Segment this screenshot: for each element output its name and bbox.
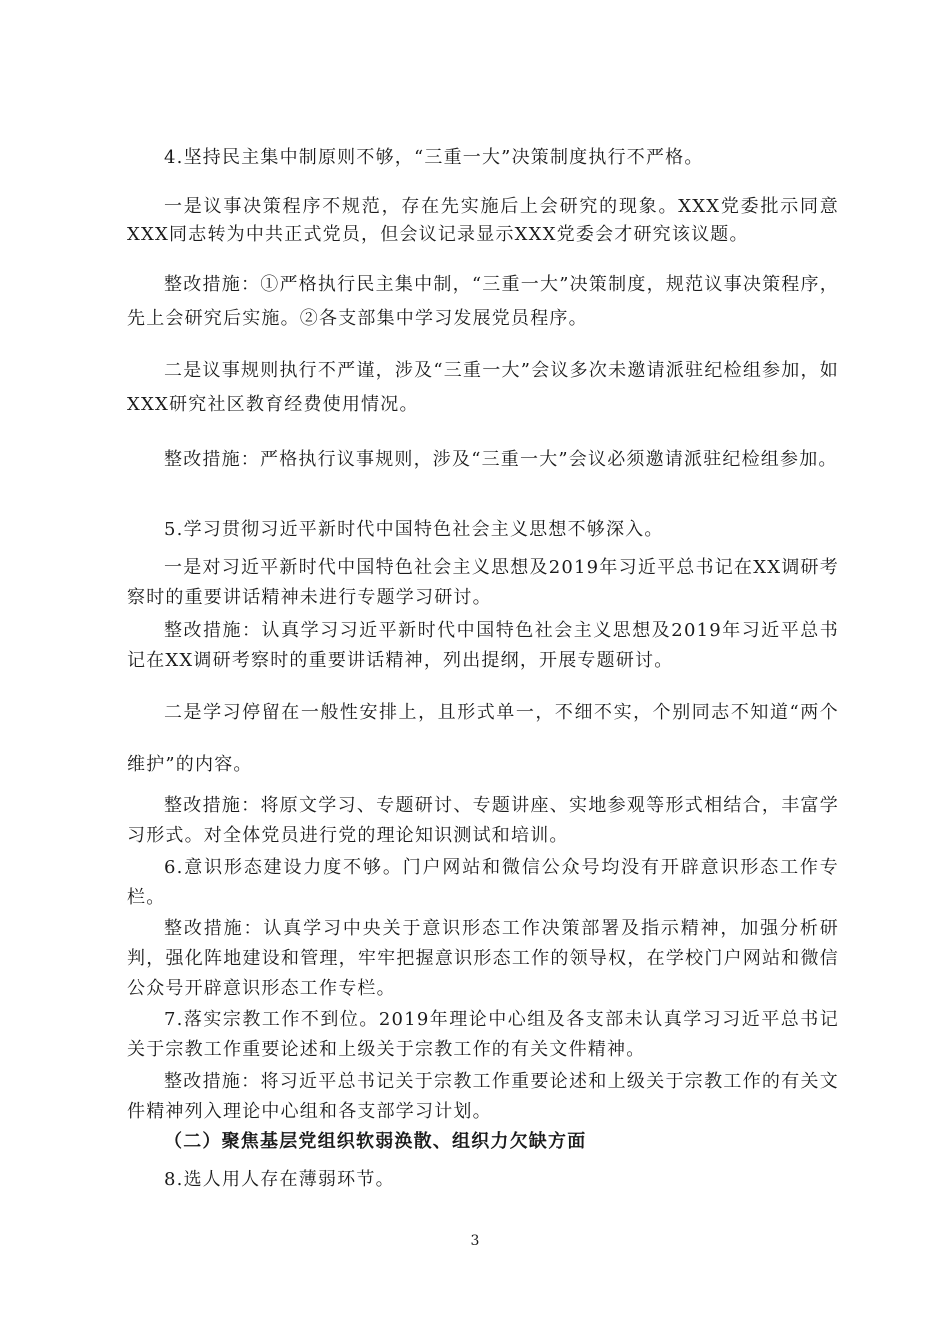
- paragraph-rectification-2: 整改措施：严格执行议事规则，涉及“三重一大”会议必须邀请派驻纪检组参加。: [164, 449, 838, 470]
- paragraph-rectification-1: 整改措施：①严格执行民主集中制，“三重一大”决策制度，规范议事决策程序，先上会研究后实施。②各支部集中学习发展党员程序。: [127, 274, 839, 329]
- paragraph-rectification-5: 整改措施：认真学习中央关于意识形态工作决策部署及指示精神，加强分析研判，强化阵地建设和管理，牢牢把握意识形态工作的领导权，在学校门户网站和微信公众号开辟意识形态工作专栏。: [127, 918, 839, 999]
- paragraph-issue-rules: 二是议事规则执行不严谨，涉及“三重一大”会议多次未邀请派驻纪检组参加，如XXX研究社区教育经费使用情况。: [127, 360, 839, 415]
- page-number: 3: [470, 1233, 480, 1249]
- paragraph-item-8-heading: 8.选人用人存在薄弱环节。: [164, 1169, 395, 1190]
- section-heading-2: （二）聚焦基层党组织软弱涣散、组织力欠缺方面: [164, 1131, 587, 1152]
- paragraph-issue-study: 一是对习近平新时代中国特色社会主义思想及2019年习近平总书记在XX调研考察时的重要讲话精神未进行专题学习研讨。: [127, 557, 839, 608]
- paragraph-item-7-heading: 7.落实宗教工作不到位。2019年理论中心组及各支部未认真学习习近平总书记关于宗教工作重要论述和上级关于宗教工作的有关文件精神。: [127, 1009, 839, 1060]
- paragraph-issue-format: 二是学习停留在一般性安排上，且形式单一，不细不实，个别同志不知道“两个维护”的内容。: [127, 702, 839, 775]
- paragraph-item-6-heading: 6.意识形态建设力度不够。门户网站和微信公众号均没有开辟意识形态工作专栏。: [127, 857, 839, 908]
- paragraph-item-5-heading: 5.学习贯彻习近平新时代中国特色社会主义思想不够深入。: [164, 519, 664, 540]
- paragraph-rectification-6: 整改措施：将习近平总书记关于宗教工作重要论述和上级关于宗教工作的有关文件精神列入理论中心组和各支部学习计划。: [127, 1071, 839, 1122]
- paragraph-issue-procedure: 一是议事决策程序不规范，存在先实施后上会研究的现象。XXX党委批示同意XXX同志转为中共正式党员，但会议记录显示XXX党委会才研究该议题。: [127, 196, 839, 245]
- paragraph-item-4-heading: 4.坚持民主集中制原则不够，“三重一大”决策制度执行不严格。: [164, 147, 704, 168]
- paragraph-rectification-3: 整改措施：认真学习习近平新时代中国特色社会主义思想及2019年习近平总书记在XX调研考察时的重要讲话精神，列出提纲，开展专题研讨。: [127, 620, 839, 671]
- paragraph-rectification-4: 整改措施：将原文学习、专题研讨、专题讲座、实地参观等形式相结合，丰富学习形式。对全体党员进行党的理论知识测试和培训。: [127, 795, 839, 846]
